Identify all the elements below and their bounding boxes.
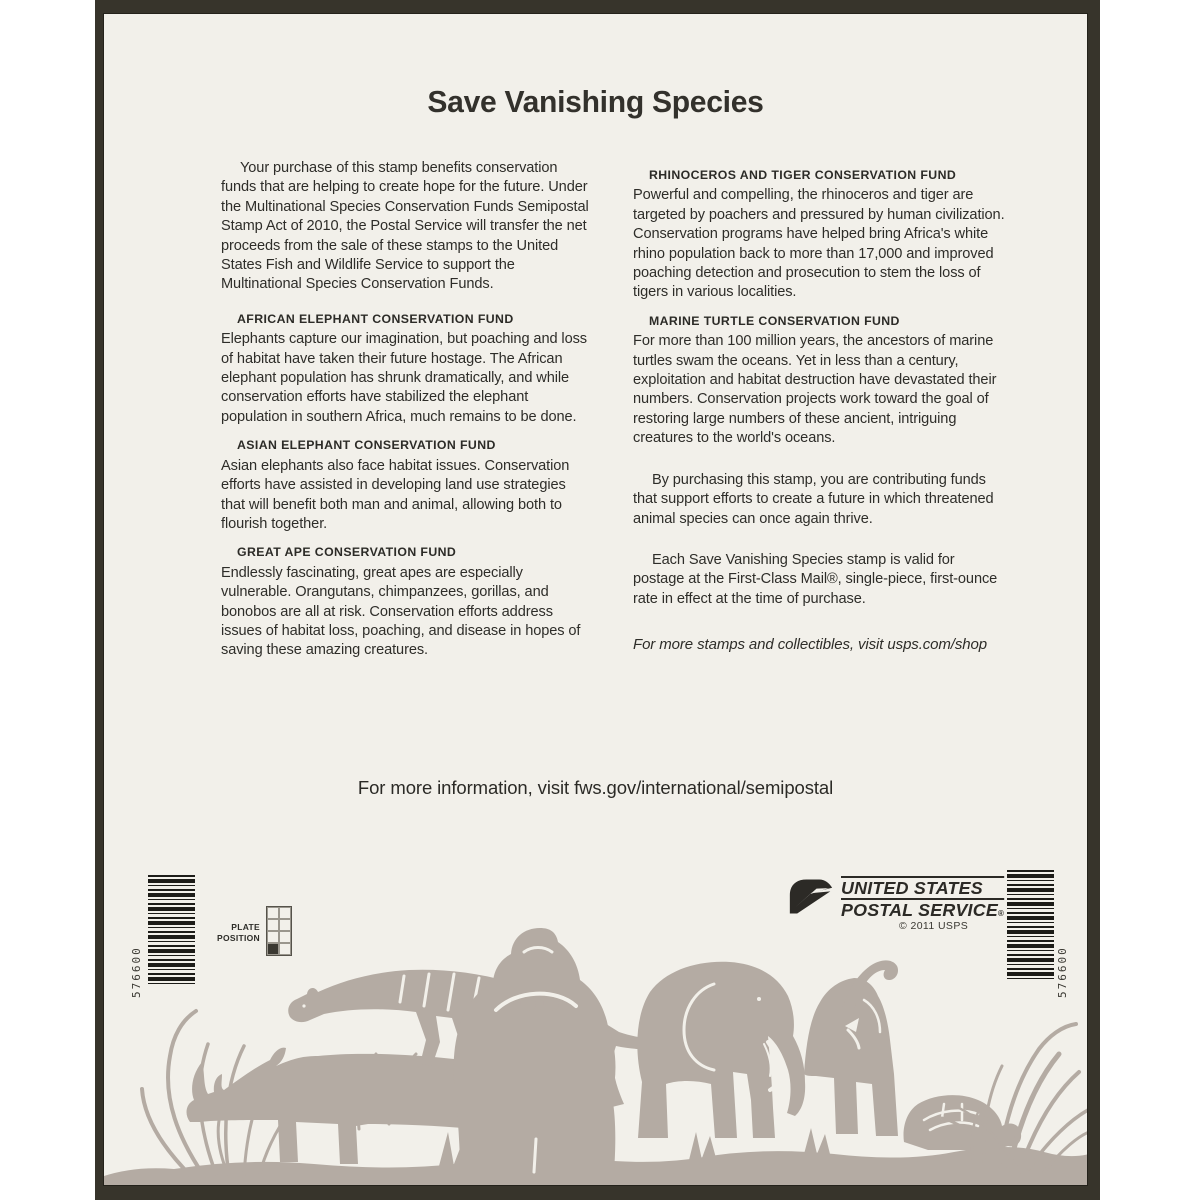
registered-mark: ® (997, 909, 1005, 918)
fund-heading-asian-elephant: ASIAN ELEPHANT CONSERVATION FUND (237, 438, 496, 453)
closing-paragraph-1: By purchasing this stamp, you are contributing funds that support efforts to create a future in which threatened animal species can once again thrive. (633, 471, 994, 527)
fund-body-asian-elephant: Asian elephants also face habitat issues. Conservation efforts have assisted in developing land use strategies that will benefit both man and animal, allowing both to flourish together. (221, 457, 570, 532)
fund-body-marine-turtle: For more than 100 million years, the ancestors of marine turtles swam the oceans. Yet in less than a century, exploitation and habitat destruction have devastated their numbers. Conservation projects work toward the goal of restoring large numbers of these ancient, intriguing creatures to the world's oceans. (633, 333, 997, 447)
copyright-notice: © 2011 USPS (899, 920, 969, 932)
page-title: Save Vanishing Species (427, 84, 764, 119)
tiger-eye (302, 1004, 305, 1007)
fund-heading-marine-turtle: MARINE TURTLE CONSERVATION FUND (649, 313, 900, 328)
gorilla-silhouette (454, 928, 616, 1172)
african-elephant-silhouette (637, 962, 805, 1138)
fund-body-great-ape: Endlessly fascinating, great apes are especially vulnerable. Orangutans, chimpanzees, gorillas, and bonobos are all at risk. Conservation efforts address issues of habitat loss, poaching, and disease in hopes of saving these amazing creatures. (221, 564, 581, 659)
left-text-column (221, 159, 593, 661)
right-text-column (633, 166, 1007, 655)
gorilla-fist (543, 997, 559, 1011)
fund-body-rhino-tiger: Powerful and compelling, the rhinoceros and tiger are targeted by poachers and pressured by human civilization. Conservation programs have helped bring Africa's white rhino population back to more than 17,000 and improved poaching detection and prosecution to stem the loss of tigers in various localities. (633, 187, 1005, 301)
gorilla-fist (520, 997, 536, 1011)
usps-eagle-icon (788, 876, 834, 916)
fund-heading-african-elephant: AFRICAN ELEPHANT CONSERVATION FUND (237, 311, 514, 326)
plate-number-left: 576600 (130, 946, 143, 998)
usps-wordmark-line1: UNITED STATES (841, 876, 1004, 898)
elephant-eye (757, 997, 761, 1001)
usps-wordmark-line2: POSTAL SERVICE® (841, 898, 1004, 924)
info-line: For more information, visit fws.gov/international/semipostal (357, 777, 834, 798)
fund-body-african-elephant: Elephants capture our imagination, but poaching and loss of habitat have taken their future hostage. The African elephant population has shrunk dramatically, and while conservation efforts have stabilized the elephant population in southern Africa, much remains to be done. (221, 331, 587, 425)
fund-heading-rhino-tiger: RHINOCEROS AND TIGER CONSERVATION FUND (649, 168, 957, 182)
closing-paragraph-2: Each Save Vanishing Species stamp is valid for postage at the First-Class Mail®, single-piece, first-ounce rate in effect at the time of purchase. (633, 551, 998, 607)
animal-silhouette-artwork (104, 914, 1088, 1186)
stamp-sheet-back (103, 13, 1088, 1186)
fund-heading-great-ape: GREAT APE CONSERVATION FUND (237, 545, 457, 560)
intro-paragraph: Your purchase of this stamp benefits conservation funds that are helping to create hope for the future. Under the Multinational Species Conservation Funds Semipostal Stamp Act of 2010, the Postal Service will transfer the net proceeds from the sale of these stamps to the United States Fish and Wildlife Service to support the Multinational Species Conservation Funds. (221, 160, 589, 293)
plate-position-label: PLATE POSITION (216, 922, 260, 943)
shop-note: For more stamps and collectibles, visit usps.com/shop (633, 636, 988, 654)
plate-number-right: 576600 (1056, 946, 1069, 998)
